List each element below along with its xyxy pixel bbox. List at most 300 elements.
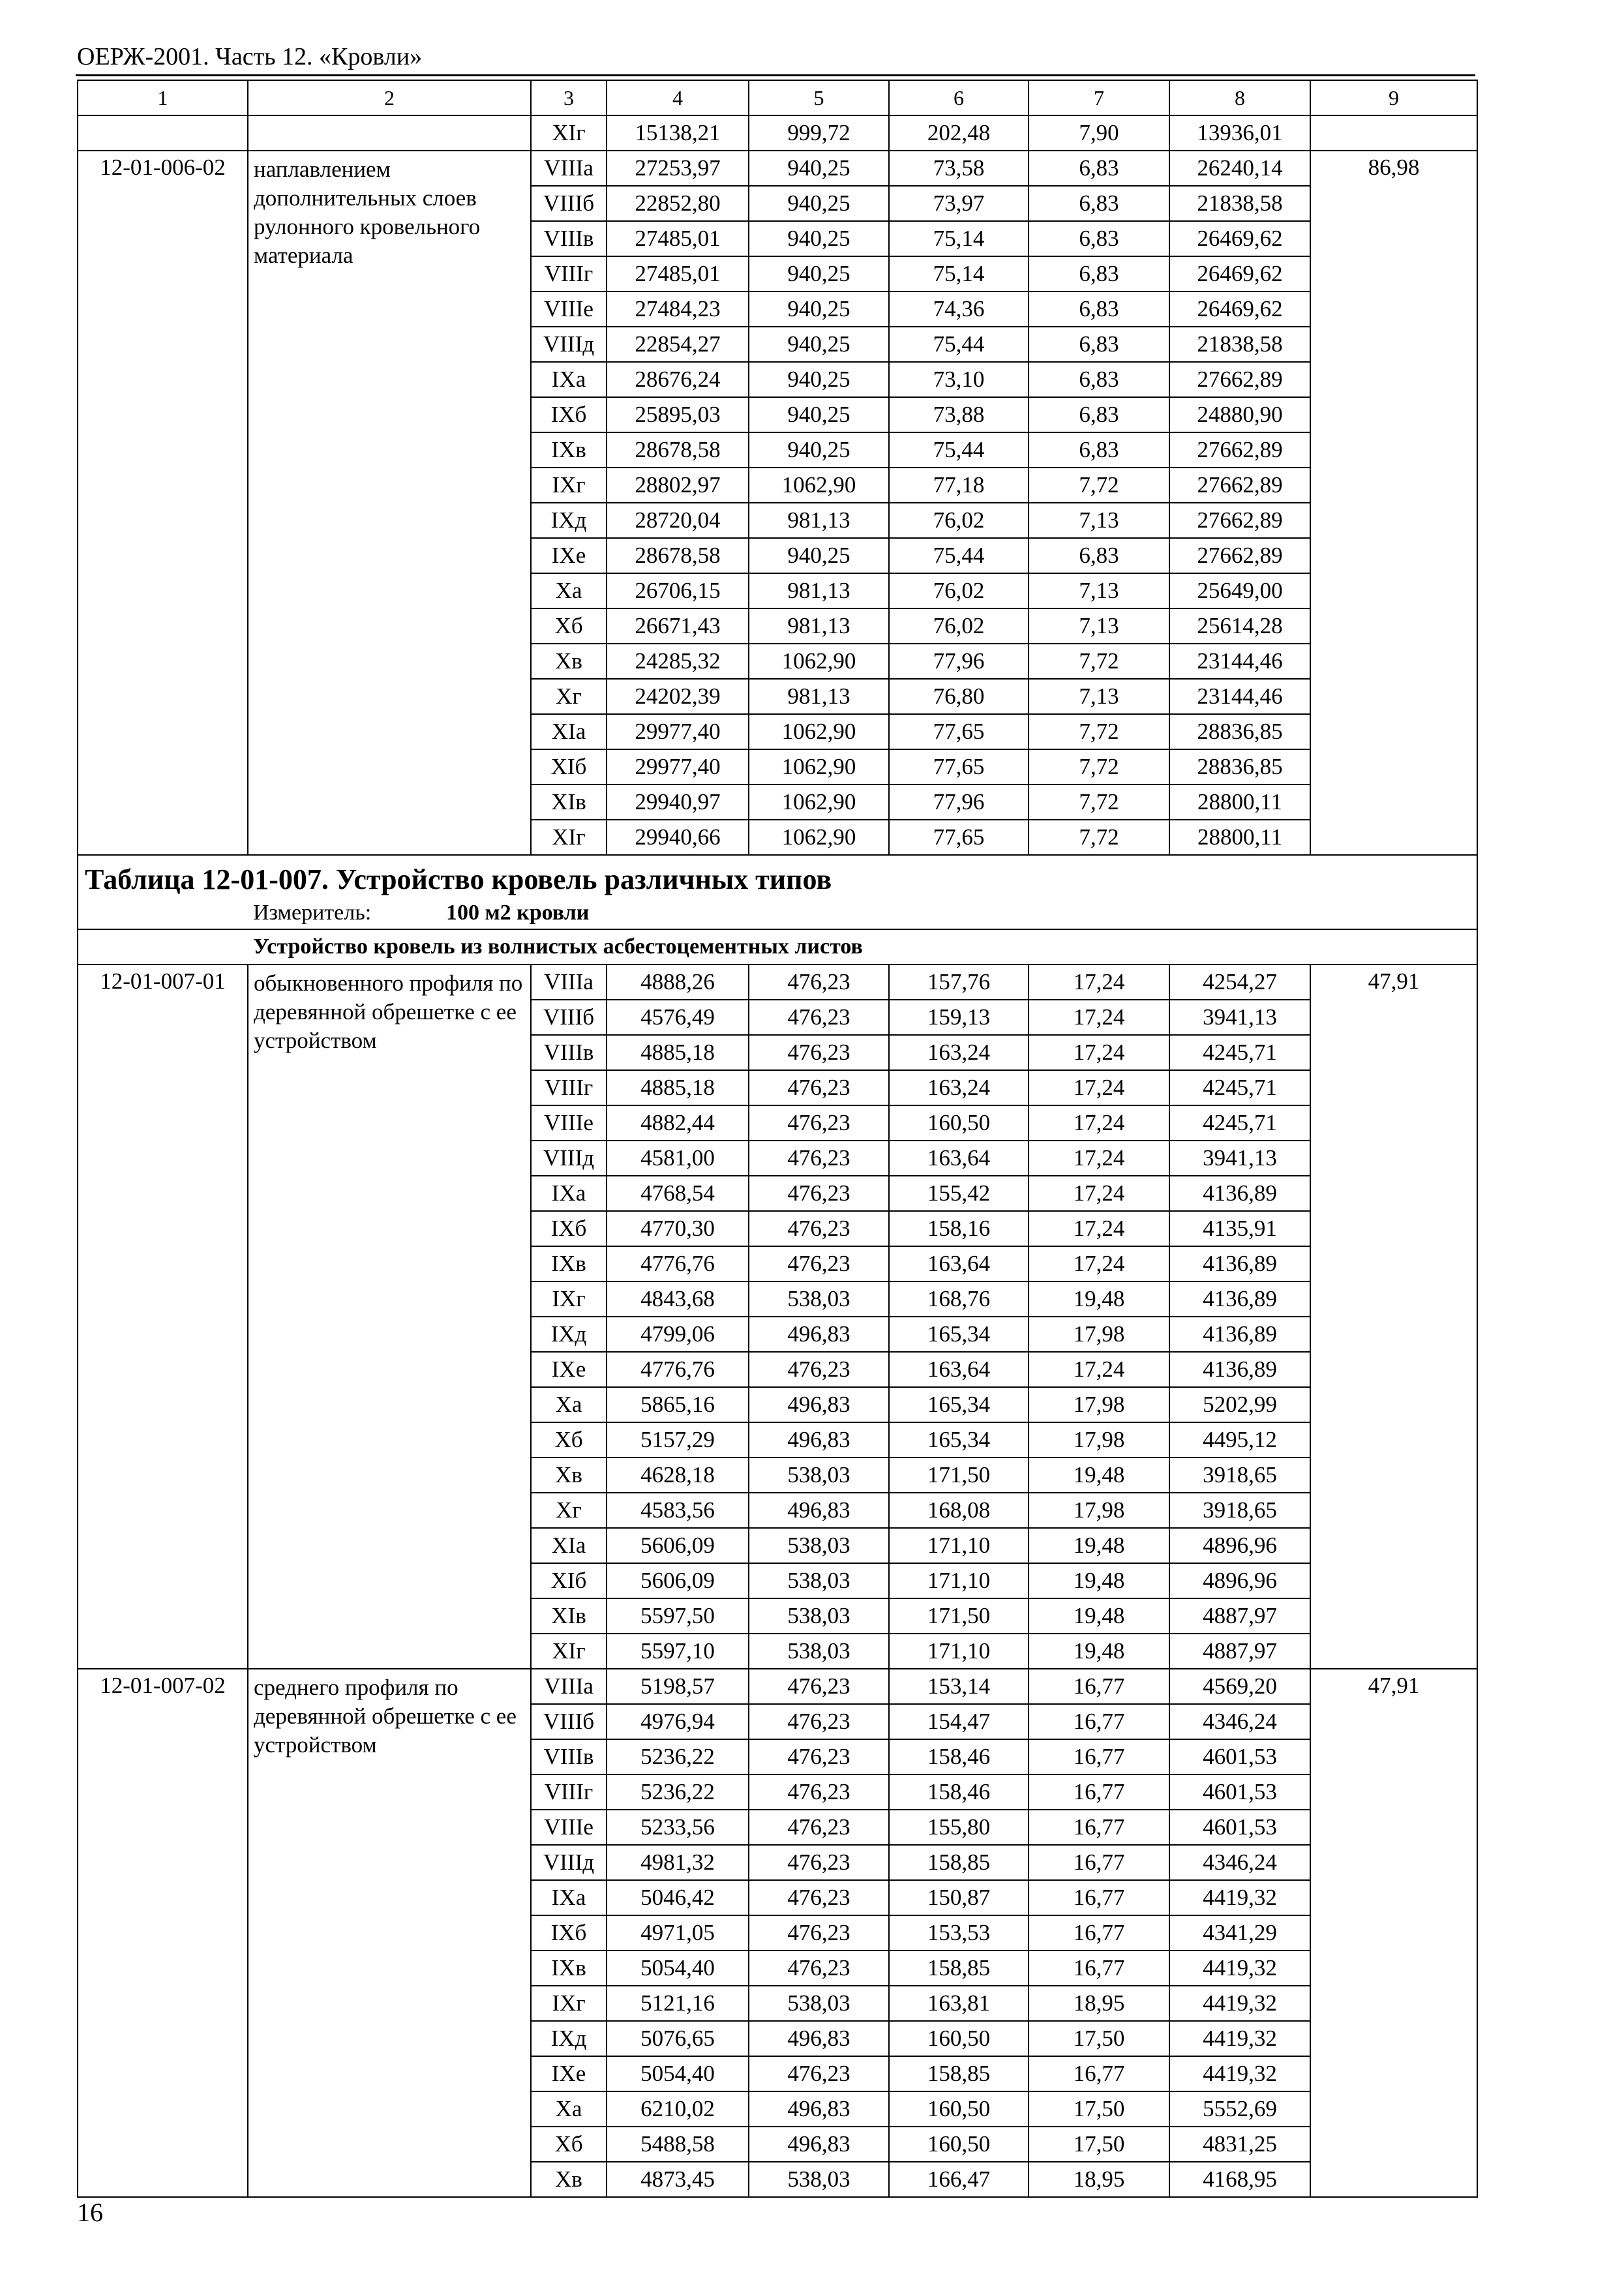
value-cell: 73,88 [889,397,1029,432]
value-cell: 4601,53 [1169,1739,1310,1774]
value-cell: 165,34 [889,1387,1029,1422]
value-cell: 940,25 [749,186,889,221]
value-cell: 538,03 [749,1986,889,2021]
value-cell: 4495,12 [1169,1422,1310,1458]
item-value9-cell: 47,91 [1310,965,1477,1669]
section-heading-row [78,929,1477,965]
zone-code-cell: VIIIа [531,1669,607,1704]
zone-code-cell: Xг [531,679,607,714]
value-cell: 3941,13 [1169,1000,1310,1035]
value-cell: 165,34 [889,1317,1029,1352]
value-cell: 981,13 [749,679,889,714]
value-cell: 4885,18 [607,1035,749,1070]
value-cell: 16,77 [1029,1951,1169,1986]
value-cell: 76,02 [889,608,1029,644]
zone-code-cell: XIв [531,785,607,820]
zone-code-cell: VIIIе [531,1105,607,1141]
zone-code-cell: IXг [531,468,607,503]
value-cell: 5606,09 [607,1563,749,1598]
value-cell: 7,72 [1029,714,1169,749]
value-cell: 4770,30 [607,1211,749,1246]
value-cell: 6,83 [1029,397,1169,432]
value-cell: 76,80 [889,679,1029,714]
value-cell: 4245,71 [1169,1070,1310,1105]
value-cell: 1062,90 [749,714,889,749]
rates-table-body [78,80,1477,2197]
zone-code-cell: XIг [531,820,607,855]
value-cell: 940,25 [749,327,889,362]
value-cell: 496,83 [749,1493,889,1528]
value-cell: 4341,29 [1169,1915,1310,1951]
column-number-row [78,80,1477,115]
value-cell: 5157,29 [607,1422,749,1458]
zone-code-cell: IXд [531,503,607,538]
value-cell: 496,83 [749,2091,889,2127]
value-cell: 16,77 [1029,1774,1169,1810]
value-cell: 26671,43 [607,608,749,644]
value-cell: 26469,62 [1169,221,1310,256]
value-cell: 17,24 [1029,1352,1169,1387]
zone-code-cell: IXе [531,1352,607,1387]
item-name-cell: наплавлением дополнительных слоев рулонного кровельного материала [248,151,531,855]
zone-code-cell: IXд [531,1317,607,1352]
value-cell: 74,36 [889,292,1029,327]
value-cell: 7,72 [1029,749,1169,785]
zone-code-cell: VIIIг [531,1774,607,1810]
value-cell: 28800,11 [1169,820,1310,855]
zone-code-cell: XIг [531,115,607,151]
value-cell: 1062,90 [749,749,889,785]
value-cell: 4887,97 [1169,1634,1310,1669]
value-cell: 6,83 [1029,538,1169,573]
value-cell: 1062,90 [749,468,889,503]
value-cell: 940,25 [749,538,889,573]
value-cell: 163,64 [889,1352,1029,1387]
value-cell: 29940,66 [607,820,749,855]
value-cell: 16,77 [1029,1669,1169,1704]
value-cell: 17,98 [1029,1317,1169,1352]
value-cell: 4245,71 [1169,1105,1310,1141]
value-cell: 4346,24 [1169,1845,1310,1880]
value-cell: 158,16 [889,1211,1029,1246]
empty-cell [78,115,248,151]
value-cell: 19,48 [1029,1563,1169,1598]
value-cell: 7,13 [1029,608,1169,644]
table-row [78,965,1477,1000]
header-divider [76,74,1475,76]
value-cell: 4569,20 [1169,1669,1310,1704]
value-cell: 17,24 [1029,1105,1169,1141]
value-cell: 17,50 [1029,2127,1169,2162]
value-cell: 476,23 [749,1845,889,1880]
value-cell: 75,44 [889,327,1029,362]
value-cell: 27662,89 [1169,468,1310,503]
table-row [78,1669,1477,1704]
zone-code-cell: IXг [531,1986,607,2021]
value-cell: 77,65 [889,820,1029,855]
rates-table [77,80,1478,2198]
value-cell: 4981,32 [607,1845,749,1880]
value-cell: 476,23 [749,1669,889,1704]
value-cell: 158,85 [889,1951,1029,1986]
zone-code-cell: VIIIг [531,256,607,292]
value-cell: 27484,23 [607,292,749,327]
column-number-cell: 9 [1310,80,1477,115]
value-cell: 476,23 [749,1810,889,1845]
value-cell: 4419,32 [1169,2056,1310,2091]
value-cell: 5236,22 [607,1739,749,1774]
value-cell: 73,97 [889,186,1029,221]
value-cell: 75,14 [889,256,1029,292]
value-cell: 4885,18 [607,1070,749,1105]
value-cell: 28802,97 [607,468,749,503]
value-cell: 538,03 [749,1281,889,1317]
value-cell: 28678,58 [607,538,749,573]
value-cell: 160,50 [889,2021,1029,2056]
value-cell: 940,25 [749,221,889,256]
value-cell: 4887,97 [1169,1598,1310,1634]
value-cell: 3941,13 [1169,1141,1310,1176]
value-cell: 940,25 [749,151,889,186]
value-cell: 18,95 [1029,1986,1169,2021]
zone-code-cell: VIIIб [531,186,607,221]
zone-code-cell: VIIIв [531,221,607,256]
value-cell: 171,10 [889,1528,1029,1563]
value-cell: 4136,89 [1169,1246,1310,1281]
value-cell: 4971,05 [607,1915,749,1951]
value-cell: 4576,49 [607,1000,749,1035]
value-cell: 22852,80 [607,186,749,221]
zone-code-cell: XIг [531,1634,607,1669]
value-cell: 538,03 [749,1458,889,1493]
value-cell: 4888,26 [607,965,749,1000]
item-code-cell: 12-01-007-02 [78,1669,248,2197]
value-cell: 5236,22 [607,1774,749,1810]
zone-code-cell: XIа [531,714,607,749]
column-number-cell: 6 [889,80,1029,115]
value-cell: 4976,94 [607,1704,749,1739]
value-cell: 5865,16 [607,1387,749,1422]
value-cell: 5046,42 [607,1880,749,1915]
value-cell: 4419,32 [1169,1880,1310,1915]
zone-code-cell: IXв [531,1951,607,1986]
value-cell: 17,98 [1029,1493,1169,1528]
value-cell: 1062,90 [749,785,889,820]
value-cell: 22854,27 [607,327,749,362]
value-cell: 77,65 [889,749,1029,785]
measure-line [85,899,1477,927]
measure-value: 100 м2 кровли [446,901,590,925]
value-cell: 496,83 [749,2021,889,2056]
value-cell: 4843,68 [607,1281,749,1317]
value-cell: 25614,28 [1169,608,1310,644]
value-cell: 476,23 [749,1105,889,1141]
value-cell: 4601,53 [1169,1774,1310,1810]
value-cell: 160,50 [889,1105,1029,1141]
value-cell: 5202,99 [1169,1387,1310,1422]
value-cell: 538,03 [749,1563,889,1598]
value-cell: 4882,44 [607,1105,749,1141]
value-cell: 27662,89 [1169,538,1310,573]
value-cell: 19,48 [1029,1634,1169,1669]
value-cell: 16,77 [1029,1704,1169,1739]
value-cell: 171,10 [889,1634,1029,1669]
value-cell: 476,23 [749,1000,889,1035]
value-cell: 7,72 [1029,820,1169,855]
value-cell: 496,83 [749,2127,889,2162]
value-cell: 476,23 [749,1246,889,1281]
value-cell: 18,95 [1029,2162,1169,2197]
value-cell: 496,83 [749,1317,889,1352]
zone-code-cell: Xб [531,1422,607,1458]
value-cell: 26240,14 [1169,151,1310,186]
value-cell: 5233,56 [607,1810,749,1845]
value-cell: 7,72 [1029,468,1169,503]
value-cell: 154,47 [889,1704,1029,1739]
value-cell: 171,50 [889,1458,1029,1493]
value-cell: 538,03 [749,1528,889,1563]
value-cell: 27485,01 [607,256,749,292]
value-cell: 158,85 [889,2056,1029,2091]
value-cell: 6,83 [1029,186,1169,221]
zone-code-cell: IXа [531,1880,607,1915]
value-cell: 155,42 [889,1176,1029,1211]
zone-code-cell: XIб [531,749,607,785]
value-cell: 75,44 [889,538,1029,573]
value-cell: 158,46 [889,1774,1029,1810]
value-cell: 476,23 [749,1070,889,1105]
value-cell: 153,14 [889,1669,1029,1704]
item-code-cell: 12-01-007-01 [78,965,248,1669]
value-cell: 4873,45 [607,2162,749,2197]
value-cell: 26469,62 [1169,256,1310,292]
value-cell: 17,24 [1029,1141,1169,1176]
zone-code-cell: VIIIб [531,1704,607,1739]
value-cell: 16,77 [1029,1739,1169,1774]
item-name-cell: обыкновенного профиля по деревянной обрешетке с ее устройством [248,965,531,1669]
value-cell: 17,24 [1029,1070,1169,1105]
value-cell: 5606,09 [607,1528,749,1563]
value-cell: 7,13 [1029,503,1169,538]
zone-code-cell: XIа [531,1528,607,1563]
value-cell: 981,13 [749,608,889,644]
value-cell: 476,23 [749,1951,889,1986]
zone-code-cell: IXб [531,397,607,432]
value-cell: 6,83 [1029,221,1169,256]
value-cell: 476,23 [749,1176,889,1211]
value-cell: 538,03 [749,2162,889,2197]
zone-code-cell: IXа [531,362,607,397]
zone-code-cell: Xв [531,1458,607,1493]
value-cell: 4896,96 [1169,1563,1310,1598]
zone-code-cell: IXб [531,1915,607,1951]
value-cell: 17,24 [1029,1176,1169,1211]
value-cell: 21838,58 [1169,186,1310,221]
value-cell: 981,13 [749,503,889,538]
value-cell: 168,76 [889,1281,1029,1317]
value-cell: 940,25 [749,362,889,397]
value-cell: 23144,46 [1169,644,1310,679]
empty-cell [248,115,531,151]
value-cell: 160,50 [889,2091,1029,2127]
value-cell: 496,83 [749,1387,889,1422]
zone-code-cell: IXд [531,2021,607,2056]
value-cell: 25895,03 [607,397,749,432]
zone-code-cell: VIIIд [531,1141,607,1176]
value-cell: 4776,76 [607,1246,749,1281]
value-cell: 17,24 [1029,1211,1169,1246]
value-cell: 166,47 [889,2162,1029,2197]
value-cell: 26706,15 [607,573,749,608]
page-header-title: ОЕРЖ-2001. Часть 12. «Кровли» [77,43,423,70]
zone-code-cell: IXе [531,538,607,573]
value-cell: 4628,18 [607,1458,749,1493]
value-cell: 28836,85 [1169,714,1310,749]
value-cell: 476,23 [749,2056,889,2091]
zone-code-cell: Xв [531,644,607,679]
value-cell: 1062,90 [749,644,889,679]
zone-code-cell: Xв [531,2162,607,2197]
value-cell: 17,24 [1029,1035,1169,1070]
zone-code-cell: Xб [531,608,607,644]
section-heading: Устройство кровель из волнистых асбестоцементных листов [78,929,1477,965]
column-number-cell: 7 [1029,80,1169,115]
value-cell: 168,08 [889,1493,1029,1528]
value-cell: 940,25 [749,292,889,327]
value-cell: 158,85 [889,1845,1029,1880]
value-cell: 5076,65 [607,2021,749,2056]
value-cell: 158,46 [889,1739,1029,1774]
zone-code-cell: IXг [531,1281,607,1317]
value-cell: 5552,69 [1169,2091,1310,2127]
value-cell: 28676,24 [607,362,749,397]
value-cell: 157,76 [889,965,1029,1000]
value-cell: 4136,89 [1169,1352,1310,1387]
value-cell: 3918,65 [1169,1458,1310,1493]
value-cell: 76,02 [889,503,1029,538]
empty-cell [1310,115,1477,151]
value-cell: 17,24 [1029,1000,1169,1035]
zone-code-cell: VIIIд [531,1845,607,1880]
value-cell: 29940,97 [607,785,749,820]
value-cell: 163,64 [889,1141,1029,1176]
table-caption-row [78,855,1477,929]
value-cell: 6210,02 [607,2091,749,2127]
zone-code-cell: XIб [531,1563,607,1598]
value-cell: 29977,40 [607,749,749,785]
value-cell: 13936,01 [1169,115,1310,151]
value-cell: 6,83 [1029,362,1169,397]
value-cell: 4136,89 [1169,1281,1310,1317]
value-cell: 7,72 [1029,785,1169,820]
value-cell: 163,81 [889,1986,1029,2021]
value-cell: 24202,39 [607,679,749,714]
value-cell: 5054,40 [607,1951,749,1986]
zone-code-cell: XIв [531,1598,607,1634]
value-cell: 476,23 [749,1211,889,1246]
value-cell: 163,24 [889,1070,1029,1105]
zone-code-cell: VIIIа [531,151,607,186]
value-cell: 77,18 [889,468,1029,503]
value-cell: 16,77 [1029,2056,1169,2091]
value-cell: 476,23 [749,1141,889,1176]
value-cell: 28720,04 [607,503,749,538]
value-cell: 940,25 [749,432,889,468]
value-cell: 25649,00 [1169,573,1310,608]
value-cell: 19,48 [1029,1598,1169,1634]
zone-code-cell: Xб [531,2127,607,2162]
column-number-cell: 2 [248,80,531,115]
value-cell: 999,72 [749,115,889,151]
value-cell: 6,83 [1029,292,1169,327]
zone-code-cell: IXв [531,432,607,468]
value-cell: 23144,46 [1169,679,1310,714]
value-cell: 5597,10 [607,1634,749,1669]
value-cell: 75,14 [889,221,1029,256]
item-code-cell: 12-01-006-02 [78,151,248,855]
value-cell: 4346,24 [1169,1704,1310,1739]
table-title: Таблица 12-01-007. Устройство кровель различных типов [85,863,832,895]
page-number: 16 [77,2198,103,2227]
value-cell: 27662,89 [1169,503,1310,538]
value-cell: 19,48 [1029,1281,1169,1317]
value-cell: 15138,21 [607,115,749,151]
value-cell: 171,10 [889,1563,1029,1598]
value-cell: 155,80 [889,1810,1029,1845]
value-cell: 476,23 [749,965,889,1000]
value-cell: 4245,71 [1169,1035,1310,1070]
value-cell: 24285,32 [607,644,749,679]
zone-code-cell: Xа [531,2091,607,2127]
value-cell: 77,96 [889,785,1029,820]
zone-code-cell: Xг [531,1493,607,1528]
value-cell: 476,23 [749,1915,889,1951]
value-cell: 7,90 [1029,115,1169,151]
table-caption-cell [78,855,1477,929]
value-cell: 159,13 [889,1000,1029,1035]
value-cell: 476,23 [749,1880,889,1915]
value-cell: 17,98 [1029,1422,1169,1458]
value-cell: 24880,90 [1169,397,1310,432]
value-cell: 28678,58 [607,432,749,468]
value-cell: 538,03 [749,1634,889,1669]
value-cell: 77,65 [889,714,1029,749]
value-cell: 476,23 [749,1739,889,1774]
value-cell: 26469,62 [1169,292,1310,327]
value-cell: 17,50 [1029,2021,1169,2056]
value-cell: 940,25 [749,397,889,432]
column-number-cell: 5 [749,80,889,115]
value-cell: 4135,91 [1169,1211,1310,1246]
column-number-cell: 8 [1169,80,1310,115]
zone-code-cell: VIIIб [531,1000,607,1035]
value-cell: 4799,06 [607,1317,749,1352]
value-cell: 160,50 [889,2127,1029,2162]
value-cell: 163,24 [889,1035,1029,1070]
table-row [78,151,1477,186]
measure-label: Измеритель: [253,901,372,925]
zone-code-cell: IXб [531,1211,607,1246]
value-cell: 4601,53 [1169,1810,1310,1845]
value-cell: 4168,95 [1169,2162,1310,2197]
value-cell: 5054,40 [607,2056,749,2091]
value-cell: 21838,58 [1169,327,1310,362]
value-cell: 6,83 [1029,432,1169,468]
value-cell: 19,48 [1029,1458,1169,1493]
value-cell: 940,25 [749,256,889,292]
value-cell: 202,48 [889,115,1029,151]
value-cell: 27253,97 [607,151,749,186]
